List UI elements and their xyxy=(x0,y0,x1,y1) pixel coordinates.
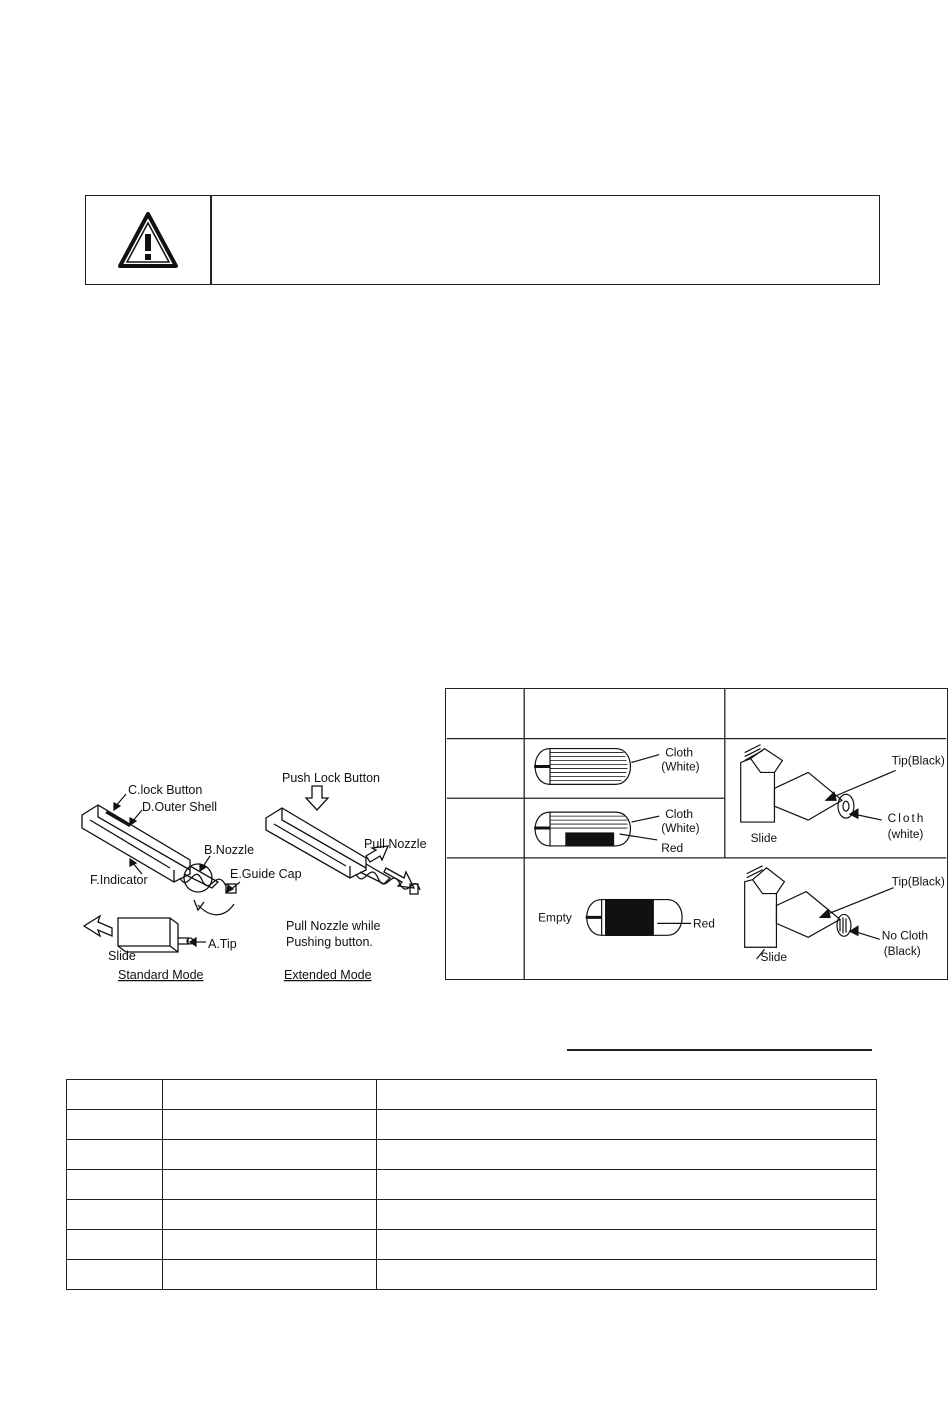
warning-divider xyxy=(210,196,212,284)
table-row xyxy=(67,1080,877,1110)
label-indicator: F.Indicator xyxy=(90,873,148,887)
tip-with-cloth-drawing xyxy=(741,745,896,822)
table-row xyxy=(67,1170,877,1200)
label-pull-nozzle: Pull Nozzle xyxy=(364,837,427,851)
row12-white-label: (white) xyxy=(887,826,924,841)
row2-cloth-label: Cloth xyxy=(665,807,694,822)
table-row xyxy=(67,1110,877,1140)
table-row xyxy=(67,1260,877,1290)
label-pull-note-line2: Pushing button. xyxy=(286,935,373,949)
table-cell xyxy=(377,1230,877,1260)
parts-table xyxy=(66,1079,877,1290)
table-cell xyxy=(67,1140,163,1170)
table-cell xyxy=(67,1200,163,1230)
label-standard-mode: Standard Mode xyxy=(118,968,204,982)
row1-cloth-label: Cloth xyxy=(665,745,694,760)
table-row xyxy=(67,1230,877,1260)
row3-tip-label: Tip(Black) xyxy=(891,874,945,889)
row12-cloth-label: Cloth xyxy=(887,811,926,826)
row3-no-cloth-label: No Cloth xyxy=(881,928,929,943)
row12-slide-label: Slide xyxy=(750,830,778,845)
table-cell xyxy=(377,1260,877,1290)
table-cell xyxy=(67,1230,163,1260)
label-extended-mode: Extended Mode xyxy=(284,968,372,982)
table-cell xyxy=(377,1170,877,1200)
row1-white-label: (White) xyxy=(661,759,700,774)
table-row xyxy=(67,1200,877,1230)
label-outer-shell: D.Outer Shell xyxy=(142,800,218,814)
label-tip: A.Tip xyxy=(208,937,237,951)
label-slide: Slide xyxy=(108,949,136,963)
row3-red-label: Red xyxy=(693,916,715,931)
cleaner-modes-diagram xyxy=(70,770,430,990)
indicator-low-cloth-drawing xyxy=(534,812,659,846)
label-push-lock-button: Push Lock Button xyxy=(282,771,380,785)
indicator-full-cloth-drawing xyxy=(534,749,659,785)
label-nozzle: B.Nozzle xyxy=(204,843,255,857)
warning-triangle-icon xyxy=(116,210,180,270)
table-cell xyxy=(163,1140,377,1170)
table-cell xyxy=(67,1110,163,1140)
row3-empty-label: Empty xyxy=(538,910,572,925)
table-cell xyxy=(163,1260,377,1290)
indicator-empty-drawing xyxy=(586,900,691,936)
label-lock-button: C.lock Button xyxy=(128,783,203,797)
label-pull-note-line1: Pull Nozzle while xyxy=(286,919,381,933)
row3-slide-label: Slide xyxy=(760,950,788,965)
table-cell xyxy=(163,1230,377,1260)
row12-tip-label: Tip(Black) xyxy=(891,753,945,768)
table-cell xyxy=(163,1200,377,1230)
row2-red-label: Red xyxy=(661,840,684,855)
table-cell xyxy=(163,1110,377,1140)
table-cell xyxy=(67,1260,163,1290)
table-cell xyxy=(163,1170,377,1200)
table-cell xyxy=(163,1080,377,1110)
warning-box xyxy=(85,195,880,285)
heading-underline xyxy=(567,1049,872,1051)
indicator-status-table xyxy=(445,688,948,980)
row2-white-label: (White) xyxy=(661,821,700,836)
label-guide-cap: E.Guide Cap xyxy=(230,867,302,881)
table-cell xyxy=(67,1080,163,1110)
row3-black-label: (Black) xyxy=(883,944,921,959)
table-cell xyxy=(377,1200,877,1230)
table-cell xyxy=(377,1110,877,1140)
tip-without-cloth-drawing xyxy=(745,866,894,959)
table-cell xyxy=(377,1080,877,1110)
table-row xyxy=(67,1140,877,1170)
table-cell xyxy=(377,1140,877,1170)
table-cell xyxy=(67,1170,163,1200)
